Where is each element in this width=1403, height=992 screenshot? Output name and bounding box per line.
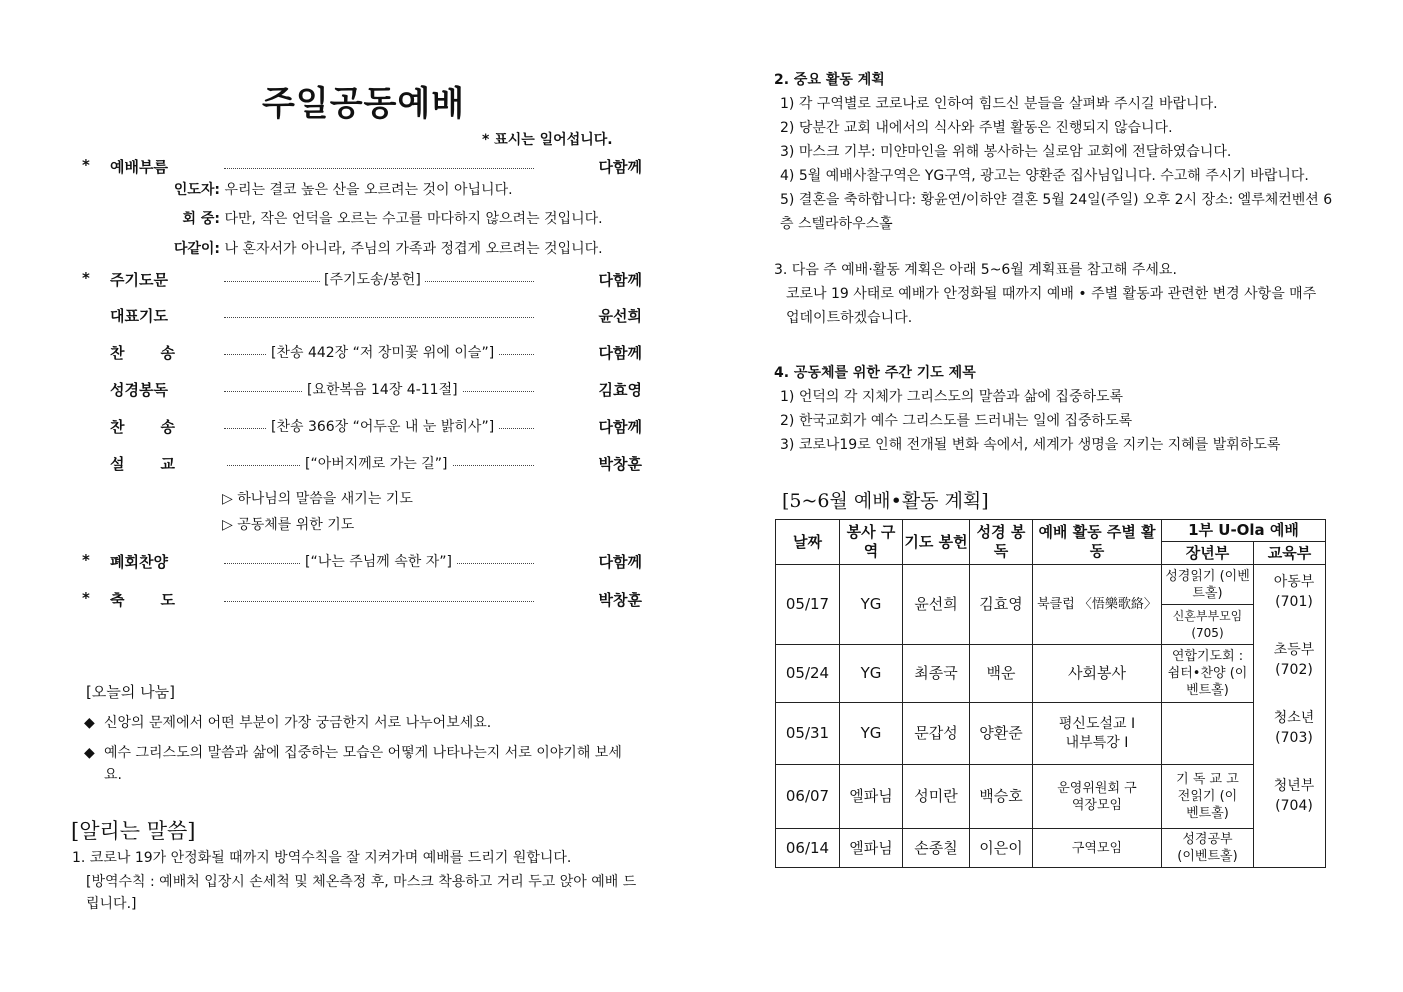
edu-name: 청소년	[1273, 710, 1315, 726]
cell-date: 05/17	[776, 565, 840, 645]
cell-serve: 엘파님	[840, 765, 903, 829]
responsive-line	[172, 208, 603, 228]
standing-mark: *	[82, 156, 90, 174]
order-item: 예배부름	[110, 158, 168, 176]
order-row-lords-prayer	[82, 267, 642, 291]
responsive-text: 다만, 작은 언덕을 오르는 수고를 마다하지 않으려는 것입니다.	[224, 211, 603, 227]
order-item: 찬송	[110, 344, 211, 362]
cell-adult: 기 독 교 고전읽기 (이벤트홀)	[1162, 765, 1254, 829]
edu-room: (701)	[1275, 594, 1313, 610]
announce-item: 1. 코로나 19가 안정화될 때까지 방역수칙을 잘 지켜가며 예배를 드리기 원합니다.	[72, 850, 572, 866]
diamond-bullet-icon: ◆	[84, 745, 95, 761]
schedule-title: [5~6월 예배•활동 계획]	[782, 490, 989, 512]
order-leader: 박창훈	[598, 455, 642, 473]
edu-name: 아동부	[1273, 574, 1315, 590]
cell-serve: YG	[840, 703, 903, 765]
standing-mark: *	[82, 589, 90, 607]
standing-mark: *	[82, 551, 90, 569]
prayer-item: 1) 언덕의 각 지체가 그리스도의 말씀과 삶에 집중하도록	[780, 389, 1124, 405]
diamond-bullet-icon: ◆	[84, 715, 95, 731]
cell-serve: YG	[840, 565, 903, 645]
announce-note: [방역수칙 : 예배처 입장시 손세척 및 체온측정 후, 마스크 착용하고 거리 두고 앉아 예배 드립니다.]	[86, 874, 637, 912]
header-activity: 예배 활동 주별 활동	[1033, 520, 1162, 565]
cell-date: 06/14	[776, 829, 840, 868]
responsive-role: 회 중:	[182, 211, 220, 227]
responsive-role: 인도자:	[173, 182, 220, 198]
order-leader: 다함께	[598, 553, 642, 571]
order-leader: 윤선희	[598, 307, 642, 325]
header-edu: 교육부	[1254, 542, 1326, 565]
order-item: 찬송	[110, 418, 211, 436]
share-item	[84, 742, 632, 786]
page-title: 주일공동예배	[262, 84, 466, 124]
order-leader: 박창훈	[598, 591, 642, 609]
order-row-closing-song	[82, 549, 642, 573]
leader-dots	[224, 317, 534, 318]
order-detail: [주기도송/봉헌]	[320, 269, 425, 289]
header-reading: 성경 봉독	[970, 520, 1033, 565]
cell-serve: YG	[840, 645, 903, 703]
cell-adult: 성경읽기 (이벤트홀)	[1162, 565, 1254, 605]
cell-date: 05/24	[776, 645, 840, 703]
responsive-line	[172, 238, 603, 258]
cell-reading: 백승호	[970, 765, 1033, 829]
cell-reading: 김효영	[970, 565, 1033, 645]
prayer-item: 3) 코로나19로 인해 전개될 변화 속에서, 세계가 생명을 지키는 지혜를 발휘하도록	[780, 437, 1281, 453]
order-detail: [찬송 366장 “어두운 내 눈 밝히사”]	[267, 416, 498, 436]
activity-item: 1) 각 구역별로 코로나로 인하여 힘드신 분들을 살펴봐 주시길 바랍니다.	[780, 96, 1218, 112]
order-item: 축도	[110, 591, 211, 609]
sermon-followup: ▷ 공동체를 위한 기도	[222, 517, 355, 533]
cell-adult: 신혼부부모임 (705)	[1162, 605, 1254, 645]
order-row-hymn-1	[82, 340, 642, 364]
section-body: 코로나 19 사태로 예배가 안정화될 때까지 예배 • 주별 활동과 관련한 변경 사항을 매주 업데이트하겠습니다.	[786, 286, 1317, 326]
cell-prayer: 손종칠	[903, 829, 970, 868]
order-row-scripture	[82, 377, 642, 401]
cell-adult: 연합기도회 :쉼터•찬양 (이벤트홀)	[1162, 645, 1254, 703]
order-row-hymn-2	[82, 414, 642, 438]
order-detail: [요한복음 14장 4-11절]	[303, 379, 462, 399]
order-item: 주기도문	[110, 271, 168, 289]
header-service-group: 1부 U-Ola 예배	[1162, 520, 1326, 542]
activity-item: 2) 당분간 교회 내에서의 식사와 주별 활동은 진행되지 않습니다.	[780, 120, 1173, 136]
cell-reading: 백운	[970, 645, 1033, 703]
header-prayer: 기도 봉헌	[903, 520, 970, 565]
order-detail: [“나는 주님께 속한 자”]	[301, 551, 456, 571]
prayer-item: 2) 한국교회가 예수 그리스도를 드러내는 일에 집중하도록	[780, 413, 1133, 429]
order-detail: [찬송 442장 “저 장미꽃 위에 이슬”]	[267, 342, 498, 362]
leader-dots	[224, 168, 534, 169]
responsive-text: 나 혼자서가 아니라, 주님의 가족과 정겹게 오르려는 것입니다.	[224, 241, 603, 257]
order-row-prayer	[82, 303, 642, 327]
cell-adult	[1162, 703, 1254, 765]
order-leader: 다함께	[598, 344, 642, 362]
order-item: 폐회찬양	[110, 553, 168, 571]
cell-reading: 양환준	[970, 703, 1033, 765]
order-item: 성경봉독	[110, 381, 168, 399]
edu-group	[1258, 640, 1330, 680]
edu-group	[1258, 572, 1330, 612]
cell-activity: 구역모임	[1033, 829, 1162, 868]
cell-prayer: 최종국	[903, 645, 970, 703]
order-row-benediction	[82, 587, 642, 611]
order-item: 설교	[110, 455, 211, 473]
edu-room: (702)	[1275, 662, 1313, 678]
section-prayer	[774, 361, 1334, 457]
cell-prayer: 성미란	[903, 765, 970, 829]
standing-note: * 표시는 일어섭니다.	[482, 132, 613, 148]
cell-date: 06/07	[776, 765, 840, 829]
cell-serve: 엘파님	[840, 829, 903, 868]
announce-heading: [알리는 말씀]	[71, 819, 196, 843]
schedule-table	[775, 519, 1326, 868]
sermon-followup: ▷ 하나님의 말씀을 새기는 기도	[222, 491, 413, 507]
standing-mark: *	[82, 269, 90, 287]
share-heading: [오늘의 나눔]	[86, 683, 175, 701]
order-leader: 다함께	[598, 418, 642, 436]
activity-item: 5) 결혼을 축하합니다: 황윤연/이하얀 결혼 5월 24일(주일) 오후 2시 장소: 엘루체컨벤션 6층 스텔라하우스홀	[780, 192, 1333, 232]
order-leader: 김효영	[598, 381, 642, 399]
cell-activity: 사회봉사	[1033, 645, 1162, 703]
cell-adult: 성경공부 (이벤트홀)	[1162, 829, 1254, 868]
responsive-role: 다같이:	[173, 241, 220, 257]
edu-group	[1258, 708, 1330, 748]
order-leader: 다함께	[598, 158, 642, 176]
order-leader: 다함께	[598, 271, 642, 289]
responsive-line	[172, 179, 513, 199]
section-heading: 3. 다음 주 예배·활동 계획은 아래 5~6월 계획표를 참고해 주세요.	[774, 262, 1177, 278]
section-heading: 4. 공동체를 위한 주간 기도 제목	[774, 365, 976, 381]
edu-name: 청년부	[1273, 778, 1315, 794]
edu-room: (704)	[1275, 798, 1313, 814]
share-item-text: 신앙의 문제에서 어떤 부분이 가장 궁금한지 서로 나누어보세요.	[104, 715, 492, 731]
section-activities	[774, 68, 1334, 236]
edu-name: 초등부	[1273, 642, 1315, 658]
edu-group	[1258, 776, 1330, 816]
cell-date: 05/31	[776, 703, 840, 765]
cell-prayer: 문갑성	[903, 703, 970, 765]
header-serve: 봉사 구역	[840, 520, 903, 565]
header-adult: 장년부	[1162, 542, 1254, 565]
activity-item: 3) 마스크 기부: 미얀마인을 위해 봉사하는 실로암 교회에 전달하였습니다.	[780, 144, 1232, 160]
share-item-text: 예수 그리스도의 말씀과 삶에 집중하는 모습은 어떻게 나타나는지 서로 이야기해 보세요.	[104, 745, 622, 783]
section-heading: 2. 중요 활동 계획	[774, 72, 885, 88]
section-next-week	[774, 258, 1334, 330]
order-item: 대표기도	[110, 307, 168, 325]
cell-prayer: 윤선희	[903, 565, 970, 645]
cell-activity: 북클럽 〈悟樂歌絡〉	[1033, 565, 1162, 645]
order-detail: [“아버지께로 가는 길”]	[301, 453, 452, 473]
cell-activity: 평신도설교 I 내부특강 I	[1033, 703, 1162, 765]
share-item	[84, 712, 632, 734]
cell-reading: 이은이	[970, 829, 1033, 868]
cell-activity: 운영위원회 구역장모임	[1033, 765, 1162, 829]
order-row-call-to-worship	[82, 154, 642, 178]
leader-dots	[224, 601, 534, 602]
responsive-text: 우리는 결코 높은 산을 오르려는 것이 아닙니다.	[224, 182, 513, 198]
edu-room: (703)	[1275, 730, 1313, 746]
order-row-sermon	[82, 451, 642, 475]
activity-item: 4) 5월 예배사찰구역은 YG구역, 광고는 양환준 집사님입니다. 수고해 주시기 바랍니다.	[780, 168, 1309, 184]
header-date: 날짜	[776, 520, 840, 565]
